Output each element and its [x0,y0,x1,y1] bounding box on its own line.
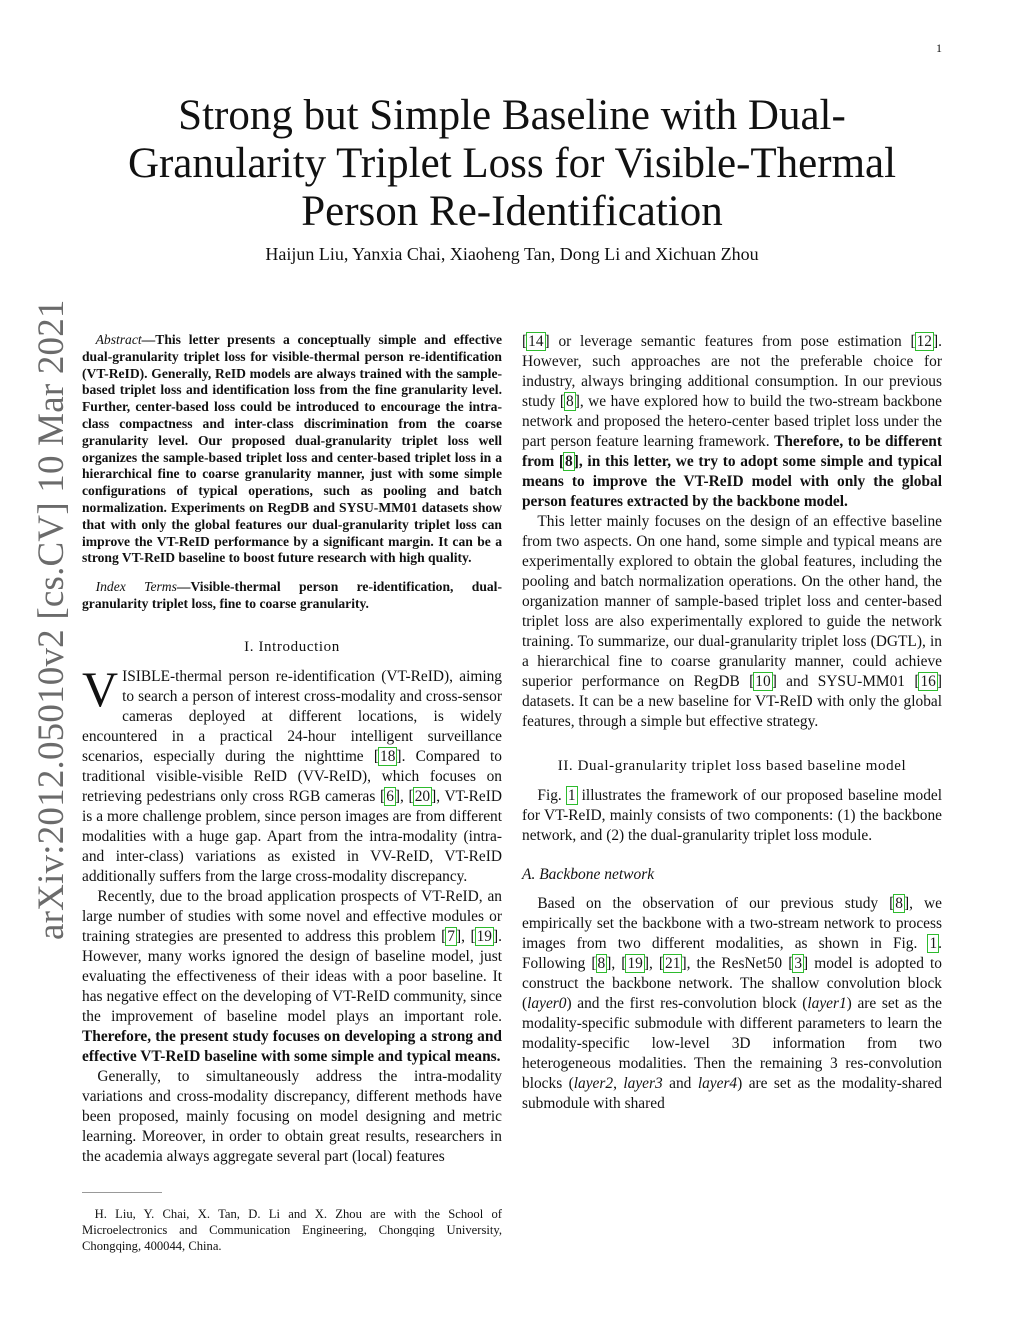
text-run: or leverage semantic features from pose estimation [549,333,911,350]
bold-text: Therefore, the present study focuses on developing a strong and effective VT-ReID baseline with some simple and typical means. [82,1027,502,1065]
text-run: , [611,955,622,972]
footnote-divider [82,1192,162,1193]
abstract [82,332,502,567]
page-number: 1 [936,41,942,55]
citation-link[interactable]: 3 [794,955,803,972]
text-run: ) are set as the modality-specific submodule with different parameters to learn the modality-specific low-level 3D information from two heterogeneous modalities. Then the remaining 3 res-convolution blocks ( [522,995,942,1092]
author-affiliation-footnote: H. Liu, Y. Chai, X. Tan, D. Li and X. Zhou are with the School of Microelectronics and Communication Engineering, Chongqing University, Chongqing, 400044, China. [82,1207,502,1253]
citation-link[interactable]: 19 [476,927,492,945]
math-symbol: layer4 [697,1075,738,1092]
intro-paragraph-3-continued: [14] or leverage semantic features from pose estimation [12]. However, such approaches are not the preferable choice for industry, always bringing additional consumption. In our previous study [8], we have explored how to build the two-stream backbone network and proposed the hetero-center based triplet loss under the part person feature learning framework. Therefore, to be different from [8], in this letter, we try to adopt some simple and typical means to improve the VT-ReID model with only the global person features extracted by the backbone model. [522,333,942,510]
math-symbol: layer2 [573,1075,614,1092]
subsection-heading-backbone: A. Backbone network [522,866,655,883]
text-run: Recently, due to the broad application prospects of VT-ReID, an large number of studies with some novel and effective modules or training strategies are presented to address this problem [82,887,502,945]
index-terms [82,579,502,613]
text-run: . Compared to traditional visible-visible ReID (VV-ReID), which focuses on retrieving pedestrians only cross RGB cameras [82,747,502,805]
citation-link[interactable]: 6 [386,787,394,805]
citation-link[interactable]: 8 [895,895,903,912]
author-list: Haijun Liu, Yanxia Chai, Xiaoheng Tan, Dong Li and Xichuan Zhou [265,244,759,264]
math-symbol: layer0 [527,995,567,1012]
bold-text: , in this letter, we try to adopt some simple and typical means to improve the VT-ReID model with only the global person features extracted by the backbone model. [522,453,942,510]
citation-link[interactable]: 8 [597,955,606,972]
text-run: ) are set as the modality-shared submodule with shared [522,1075,942,1112]
text-run: , [400,787,409,805]
text-run: Based on the observation of our previous study [537,895,890,912]
left-column [82,332,502,1167]
text-run: Generally, to simultaneously address the intra-modality variations and cross-modality discrepancy, different methods have been proposed, mainly focusing on model designing and metric learning. Moreover, in order to obtain great results, researchers in the academia always aggregate several part (local) features [82,1067,502,1165]
text-run: . However, such approaches are not the preferable choice for industry, always bringing additional consumption. In our previous study [522,333,942,410]
text-run: This letter mainly focuses on the design of an effective baseline from two aspects. On one hand, some simple and typical means are experimentally explored to obtain the global features, including the pooling and batch normalization operations. On the other hand, the organization manner of sample-based triplet loss and center-based triplet loss are also experimentally explored to guide the network training. To summarize, our dual-granularity triplet loss (DGTL), in a hierarchical fine to coarse granularity manner, could achieve superior performance on RegDB [522,513,942,690]
right-column [522,332,942,1114]
method-paragraph-1 [522,786,942,846]
figure-link[interactable]: 1 [567,787,576,804]
paper-title: Strong but Simple Baseline with Dual-Granularity Triplet Loss for Visible-Thermal Person Re-Identification [127,92,897,235]
text-run: Fig. [537,787,567,804]
math-symbol: layer3 [623,1075,663,1092]
backbone-paragraph-1: Based on the observation of our previous study [8], we empirically set the backbone with a two-stream network to process images from two different modalities, as shown in Fig. 1. Following [8], [19], [21], the ResNet50 [3] model is adopted to construct the backbone network. The shallow convolution block (layer0) and the first res-convolution block (layer1) are set as the modality-specific submodule with different parameters to learn the modality-specific low-level 3D information from two heterogeneous modalities. Then the remaining 3 res-convolution blocks (layer2, layer3 and layer4) are set as the modality-shared submodule with shared [522,895,942,1112]
citation-link[interactable]: 21 [665,955,681,972]
citation-link[interactable]: 7 [447,927,455,945]
citation-link[interactable]: 18 [380,747,396,765]
text-run: illustrates the framework of our proposed baseline model for VT-ReID, mainly consists of two components: (1) the backbone network, and (2) the dual-granularity triplet loss module. [522,787,943,844]
citation-link[interactable]: 14 [528,333,544,350]
section-heading-method: II. Dual-granularity triplet loss based baseline model [557,758,907,774]
index-terms-lead: Index Terms [95,579,177,595]
section-heading-introduction: I. Introduction [244,638,340,655]
text-run: , VT-ReID is a more challenge problem, since person images are from different modalities with a huge gap. Apart from the intra-modality (intra- and inter-class) variations as existed in VV-ReID, VT-ReID additionally suffers from the large cross-modality discrepancy. [82,787,503,885]
text-run: , [613,1075,624,1092]
text-run: ISIBLE-thermal person re-identification (VT-ReID), aiming to search a person of interest cross-modality and cross-sensor cameras deployed at different locations, is widely encountered in a practical 24-hour intelligent surveillance scenarios, especially during the nighttime [82,667,502,765]
intro-paragraph-2: Recently, due to the broad application prospects of VT-ReID, an large number of studies with some novel and effective modules or training strategies are presented to address this problem [7], [19]. However, many works ignored the design of baseline model, just evaluating the effectiveness of their ideas with a poor baseline. It has negative effect on the developing of VT-ReID community, since the improvement of baseline model plays an important role. Therefore, the present study focuses on developing a strong and effective VT-ReID baseline with some simple and typical means. [82,887,502,1065]
citation-link[interactable]: 8 [565,393,574,410]
text-run: ) and the first res-convolution block ( [566,995,808,1012]
citation-link[interactable]: 19 [627,955,643,972]
text-run: datasets. It can be a new baseline for VT-ReID with only the global features, through a simple but effective strategy. [522,693,942,730]
text-run: , [461,927,471,945]
text-run: and SYSU-MM01 [776,673,915,690]
citation-link[interactable]: 16 [920,673,936,690]
bold-text: Therefore, to be different from [522,433,942,470]
intro-paragraph-4: This letter mainly focuses on the design of an effective baseline from two aspects. On one hand, some simple and typical means are experimentally explored to obtain the global features, including the pooling and batch normalization operations. On the other hand, the organization manner of sample-based triplet loss and center-based triplet loss are also experimentally explored to guide the network training. To summarize, our dual-granularity triplet loss (DGTL), in a hierarchical fine to coarse granularity manner, could achieve superior performance on RegDB [10] and SYSU-MM01 [16] datasets. It can be a new baseline for VT-ReID with only the global features, through a simple but effective strategy. [522,513,942,730]
intro-paragraph-3-start [82,1067,502,1167]
text-run: . However, many works ignored the design of baseline model, just evaluating the effectiveness of their ideas with a poor baseline. It has negative effect on the developing of VT-ReID community, since the improvement of baseline model plays an important role. [82,927,502,1025]
text-run: , we empirically set the backbone with a two-stream network to process images from two different modalities, as shown in Fig. [522,895,942,952]
text-run: model is adopted to construct the backbone network. The shallow convolution block ( [522,955,942,1012]
text-run: , the ResNet50 [686,955,789,972]
citation-link[interactable]: 12 [916,333,932,350]
abstract-lead: Abstract [95,332,142,347]
drop-cap: V [82,660,119,717]
text-run: . Following [522,935,942,972]
arxiv-identifier: arXiv:2012.05010v2 [cs.CV] 10 Mar 2021 [31,299,72,940]
citation-link[interactable]: 20 [414,787,431,805]
math-symbol: layer1 [807,995,847,1012]
figure-link[interactable]: 1 [929,935,938,952]
intro-paragraph-1: VISIBLE-thermal person re-identification (VT-ReID), aiming to search a person of interest cross-modality and cross-sensor cameras deployed at different locations, is widely encountered in a practical 24-hour intelligent surveillance scenarios, especially during the nighttime [18]. Compared to traditional visible-visible ReID (VV-ReID), which focuses on retrieving pedestrians only cross RGB cameras [6], [20], VT-ReID is a more challenge problem, since person images are from different modalities with a huge gap. Apart from the intra-modality (intra- and inter-class) variations as existed in VV-ReID, VT-ReID additionally suffers from the large cross-modality discrepancy. [82,660,503,885]
text-run: , we have explored how to build the two-stream backbone network and proposed the hetero-center based triplet loss under the part person feature learning framework. [522,393,942,450]
abstract-text: —This letter presents a conceptually simple and effective dual-granularity triplet loss for visible-thermal person re-identification (VT-ReID). Generally, ReID models are always trained with the sample-based triplet loss and identification loss from the fine granularity level. Further, center-based loss could be introduced to encourage the intra-class compactness and inter-class discrimination from the coarse granularity level. Our proposed dual-granularity triplet loss well organizes the sample-based triplet loss and center-based triplet loss in a hierarchical fine to coarse granularity manner, just with some simple configurations of typical operations, such as pooling and batch normalization. Experiments on RegDB and SYSU-MM01 datasets show that with only the global features our dual-granularity triplet loss can improve the VT-ReID performance by a significant margin. It can be a strong VT-ReID baseline to boost future research with high quality. [82,332,502,566]
index-terms-text: —Visible-thermal person re-identification, dual-granularity triplet loss, fine to coarse granularity. [82,579,502,611]
citation-link[interactable]: 8 [565,453,573,470]
citation-link[interactable]: 10 [755,673,771,690]
text-run: and [662,1075,698,1092]
text-run: , [648,955,659,972]
